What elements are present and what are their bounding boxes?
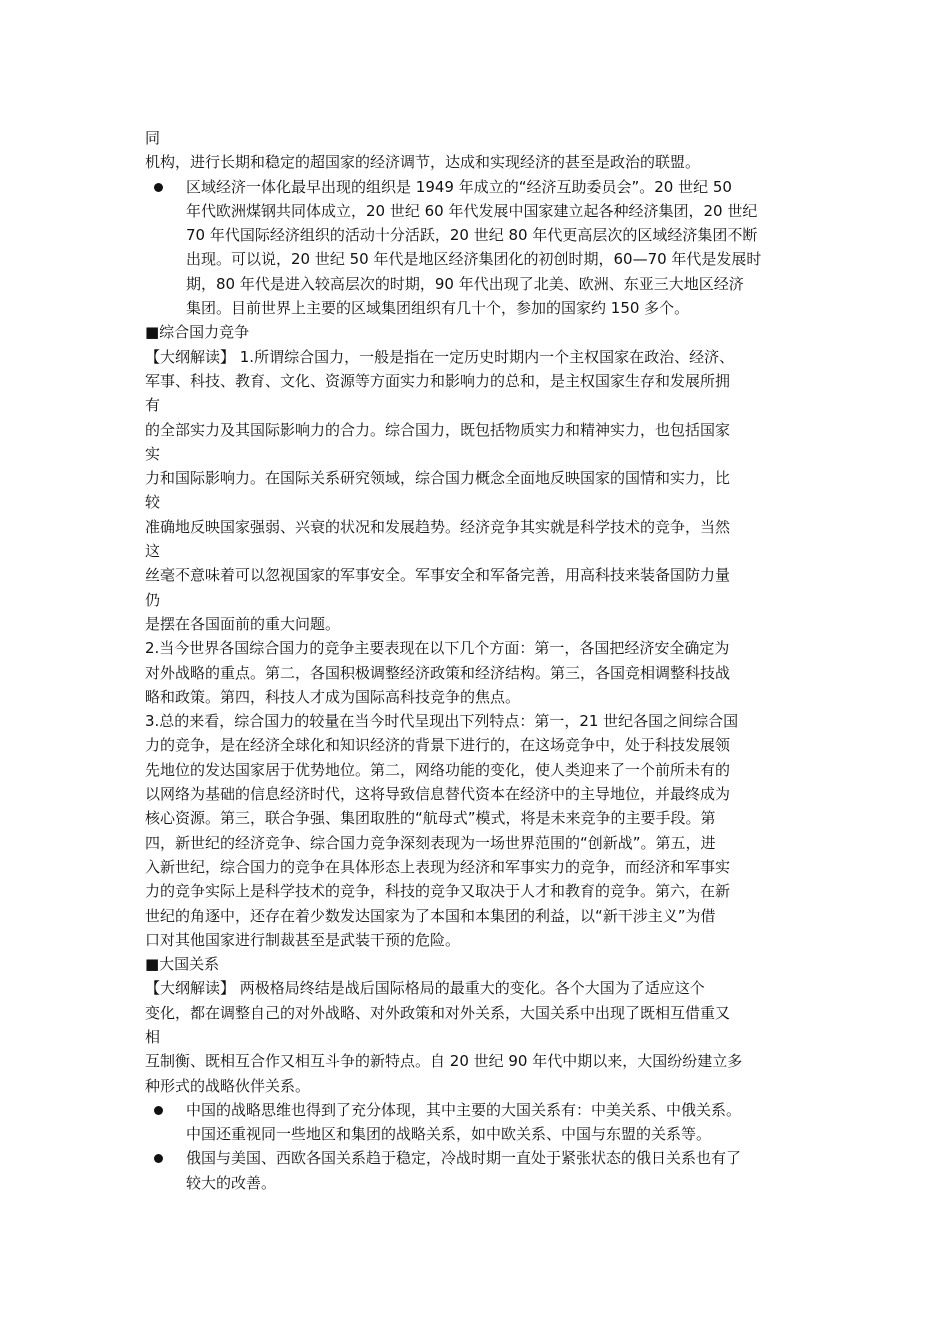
- text-line: 中国还重视同一些地区和集团的战略关系，如中欧关系、中国与东盟的关系等。: [186, 1125, 712, 1144]
- text-line: 口对其他国家进行制裁甚至是武装干预的危险。: [145, 930, 461, 949]
- bullet-icon: [154, 1106, 163, 1115]
- text-line: 互制衡、既相互合作又相互斗争的新特点。自 20 世纪 90 年代中期以来，大国纷纷建立多: [145, 1052, 743, 1071]
- text-line: 区域经济一体化最早出现的组织是 1949 年成立的“经济互助委员会”。20 世纪 50: [186, 177, 732, 196]
- text-line: 出现。可以说，20 世纪 50 年代是地区经济集团化的初创时期，60—70 年代是发展时: [186, 250, 762, 269]
- text-line: 2.当今世界各国综合国力的竞争主要表现在以下几个方面：第一，各国把经济安全确定为: [145, 639, 730, 658]
- text-line: 丝毫不意味着可以忽视国家的军事安全。军事安全和军备完善，用高科技来装备国防力量: [145, 566, 731, 585]
- section-national-power: [145, 320, 810, 952]
- section-heading: ■综合国力竞争: [145, 323, 250, 342]
- text-line: 70 年代国际经济组织的活动十分活跃，20 世纪 80 年代更高层次的区域经济集团不断: [186, 226, 758, 245]
- text-line: 这: [145, 542, 161, 561]
- text-line: 四，新世纪的经济竞争、综合国力竞争深刻表现为一场世界范围的“创新战”。第五，进: [145, 833, 716, 852]
- text-line: 机构，进行长期和稳定的超国家的经济调节，达成和实现经济的甚至是政治的联盟。: [145, 153, 701, 172]
- text-line: 较大的改善。: [186, 1173, 277, 1192]
- bullet-item-china-relations: [145, 1098, 810, 1147]
- text-line: 力的竞争，是在经济全球化和知识经济的背景下进行的，在这场竞争中，处于科技发展领: [145, 736, 731, 755]
- bullet-item-regional-economy: [145, 175, 810, 321]
- text-line: 世纪的角逐中，还存在着少数发达国家为了本国和本集团的利益，以“新干涉主义”为借: [145, 906, 716, 925]
- text-line: 的全部实力及其国际影响力的合力。综合国力，既包括物质实力和精神实力，也包括国家: [145, 420, 731, 439]
- text-line: 种形式的战略伙伴关系。: [145, 1076, 311, 1095]
- text-line: 核心资源。第三，联合争强、集团取胜的“航母式”模式，将是未来竞争的主要手段。第: [145, 809, 716, 828]
- text-line: 以网络为基础的信息经济时代，这将导致信息替代资本在经济中的主导地位，并最终成为: [145, 785, 731, 804]
- text-line: 相: [145, 1027, 161, 1046]
- text-line: 对外战略的重点。第二，各国积极调整经济政策和经济结构。第三，各国竞相调整科技战: [145, 663, 731, 682]
- document-body: [145, 126, 810, 1195]
- text-line: 有: [145, 396, 161, 415]
- text-line: 仍: [145, 590, 161, 609]
- text-line: 【大纲解读】 1.所谓综合国力，一般是指在一定历史时期内一个主权国家在政治、经济、: [145, 347, 735, 366]
- text-line: 是摆在各国面前的重大问题。: [145, 614, 341, 633]
- section-great-powers: [145, 952, 810, 1098]
- text-line: 【大纲解读】 两极格局终结是战后国际格局的最重大的变化。各个大国为了适应这个: [145, 979, 705, 998]
- bullet-icon: [154, 183, 163, 192]
- text-line: 力的竞争实际上是科学技术的竞争，科技的竞争又取决于人才和教育的竞争。第六，在新: [145, 882, 731, 901]
- text-line: 同: [145, 129, 161, 147]
- text-line: 略和政策。第四，科技人才成为国际高科技竞争的焦点。: [145, 687, 521, 706]
- text-line: 军事、科技、教育、文化、资源等方面实力和影响力的总和，是主权国家生存和发展所拥: [145, 371, 731, 390]
- text-line: 年代欧洲煤钢共同体成立，20 世纪 60 年代发展中国家建立起各种经济集团，20 世纪: [186, 201, 758, 220]
- text-line: 准确地反映国家强弱、兴衰的状况和发展趋势。经济竞争其实就是科学技术的竞争，当然: [145, 517, 731, 536]
- text-line: 力和国际影响力。在国际关系研究领域，综合国力概念全面地反映国家的国情和实力，比: [145, 469, 731, 488]
- text-line: 3.总的来看，综合国力的较量在当今时代呈现出下列特点：第一，21 世纪各国之间综合国: [145, 712, 739, 731]
- text-line: 实: [145, 444, 161, 463]
- text-line: 变化，都在调整自己的对外战略、对外政策和对外关系，大国关系中出现了既相互借重又: [145, 1003, 731, 1022]
- text-line: 期，80 年代是进入较高层次的时期，90 年代出现了北美、欧洲、东亚三大地区经济: [186, 274, 744, 293]
- section-heading: ■大国关系: [145, 955, 220, 974]
- bullet-icon: [154, 1154, 163, 1163]
- text-line: 俄国与美国、西欧各国关系趋于稳定，冷战时期一直处于紧张状态的俄日关系也有了: [186, 1149, 742, 1168]
- paragraph-intro: [145, 126, 810, 175]
- text-line: 较: [145, 493, 161, 512]
- text-line: 先地位的发达国家居于优势地位。第二，网络功能的变化，使人类迎来了一个前所未有的: [145, 760, 731, 779]
- text-line: 入新世纪，综合国力的竞争在具体形态上表现为经济和军事实力的竞争，而经济和军事实: [145, 857, 731, 876]
- text-line: 集团。目前世界上主要的区域集团组织有几十个，参加的国家约 150 多个。: [186, 299, 690, 318]
- bullet-item-russia-relations: [145, 1146, 810, 1195]
- text-line: 中国的战略思维也得到了充分体现，其中主要的大国关系有：中美关系、中俄关系。: [186, 1100, 742, 1119]
